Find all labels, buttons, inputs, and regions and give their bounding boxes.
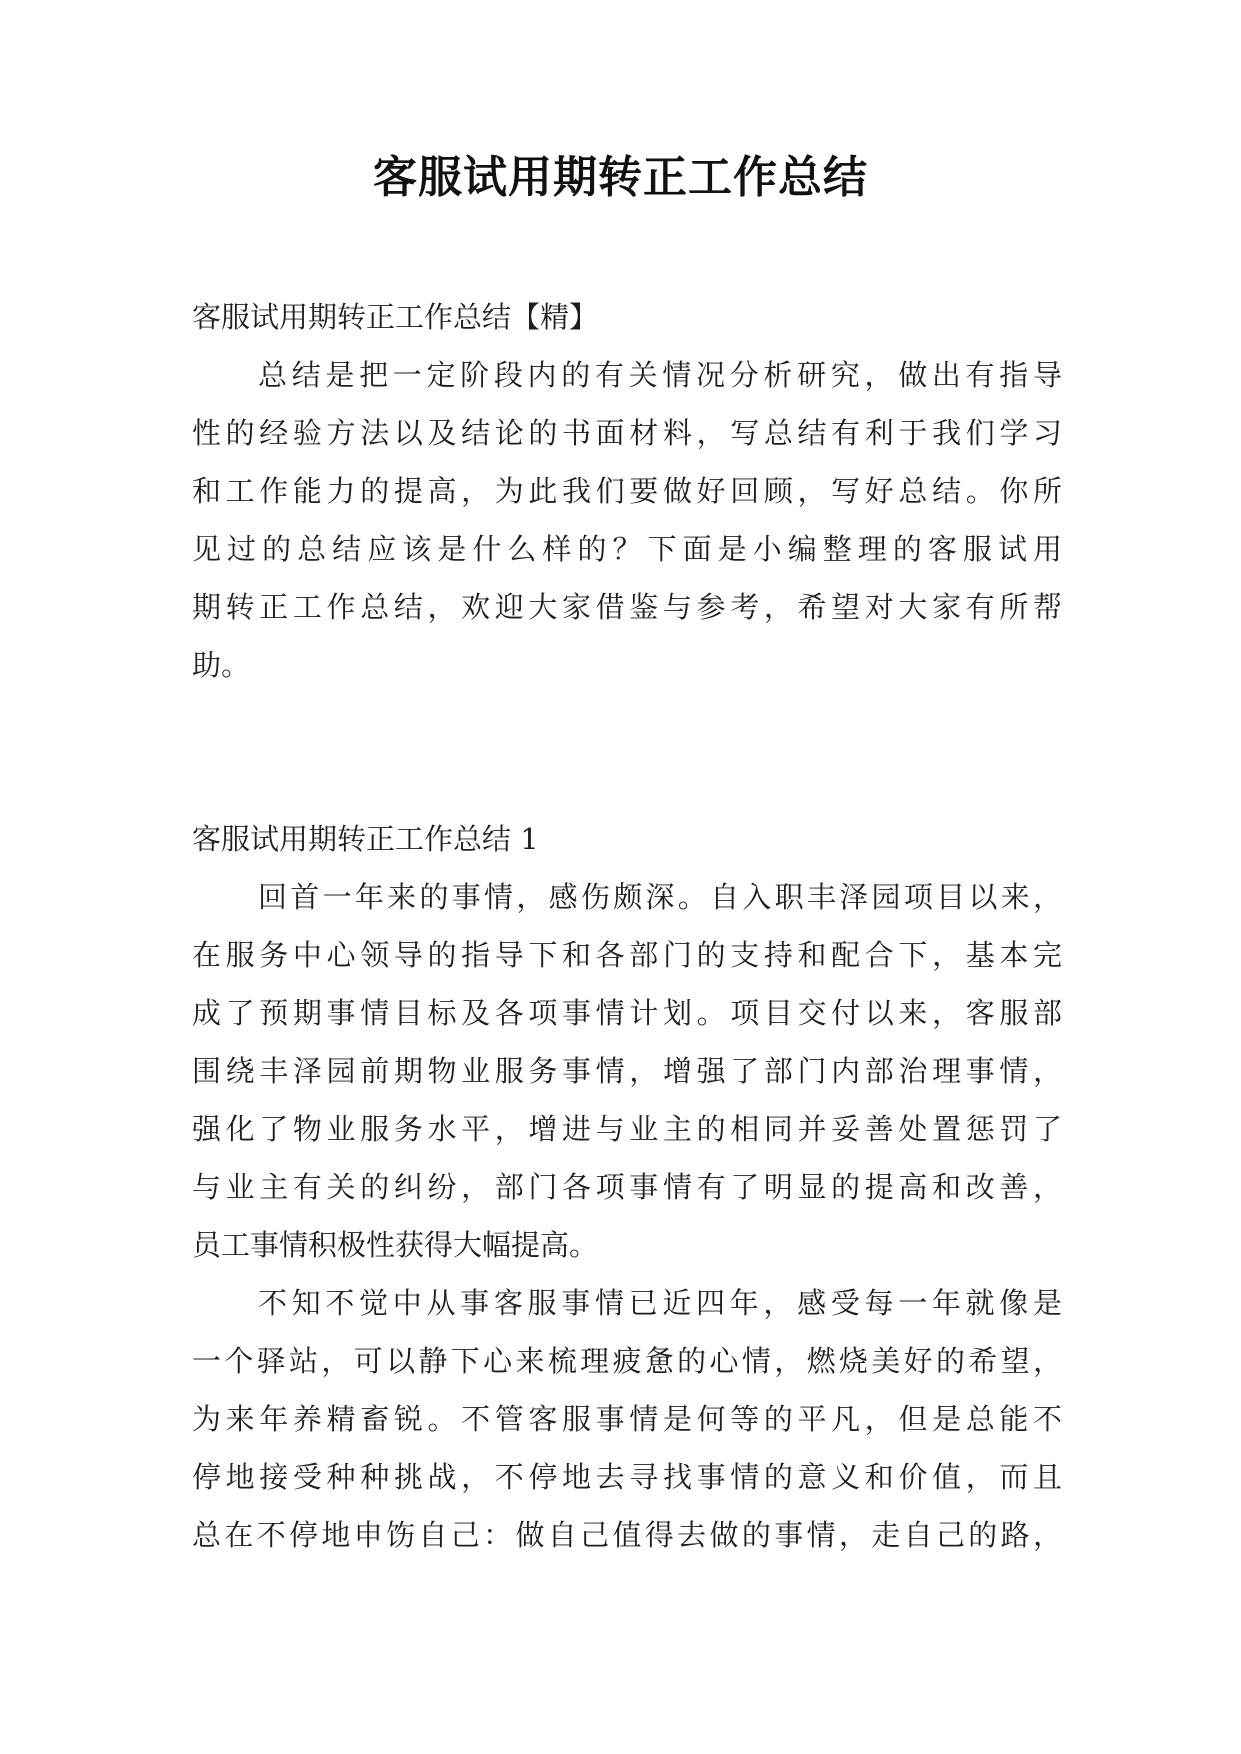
paragraph-line: 期转正工作总结，欢迎大家借鉴与参考，希望对大家有所帮 — [192, 590, 1062, 624]
paragraph-line: 强化了物业服务水平，增进与业主的相同并妥善处置惩罚了 — [192, 1112, 1062, 1146]
document-subtitle: 客服试用期转正工作总结【精】 — [192, 300, 599, 334]
paragraph-line: 不知不觉中从事客服事情已近四年，感受每一年就像是 — [258, 1286, 1062, 1320]
paragraph-line: 与业主有关的纠纷，部门各项事情有了明显的提高和改善， — [192, 1170, 1062, 1204]
paragraph-line: 围绕丰泽园前期物业服务事情，增强了部门内部治理事情， — [192, 1054, 1062, 1088]
document-body — [192, 288, 1062, 1564]
paragraph-line: 性的经验方法以及结论的书面材料，写总结有利于我们学习 — [192, 416, 1062, 450]
intro-paragraph — [192, 346, 1062, 694]
section-paragraph-2 — [192, 1274, 1062, 1564]
paragraph-line: 在服务中心领导的指导下和各部门的支持和配合下，基本完 — [192, 938, 1062, 972]
paragraph-line: 见过的总结应该是什么样的？下面是小编整理的客服试用 — [192, 532, 1062, 566]
paragraph-line: 成了预期事情目标及各项事情计划。项目交付以来，客服部 — [192, 996, 1062, 1030]
paragraph-line: 停地接受种种挑战，不停地去寻找事情的意义和价值，而且 — [192, 1460, 1062, 1494]
section-spacer — [192, 694, 1062, 810]
paragraph-line: 员工事情积极性获得大幅提高。 — [192, 1228, 599, 1262]
paragraph-line: 总在不停地申饬自己：做自己值得去做的事情，走自己的路， — [192, 1518, 1062, 1552]
paragraph-line: 总结是把一定阶段内的有关情况分析研究，做出有指导 — [258, 358, 1062, 392]
paragraph-line: 一个驿站，可以静下心来梳理疲惫的心情，燃烧美好的希望， — [192, 1344, 1062, 1378]
section-paragraph-1 — [192, 868, 1062, 1274]
paragraph-line: 回首一年来的事情，感伤颇深。自入职丰泽园项目以来， — [258, 880, 1062, 914]
section-heading: 客服试用期转正工作总结 1 — [192, 822, 539, 856]
paragraph-line: 助。 — [192, 648, 251, 682]
paragraph-line: 和工作能力的提高，为此我们要做好回顾，写好总结。你所 — [192, 474, 1062, 508]
paragraph-line: 为来年养精畜锐。不管客服事情是何等的平凡，但是总能不 — [192, 1402, 1062, 1436]
document-title: 客服试用期转正工作总结 — [373, 152, 868, 203]
